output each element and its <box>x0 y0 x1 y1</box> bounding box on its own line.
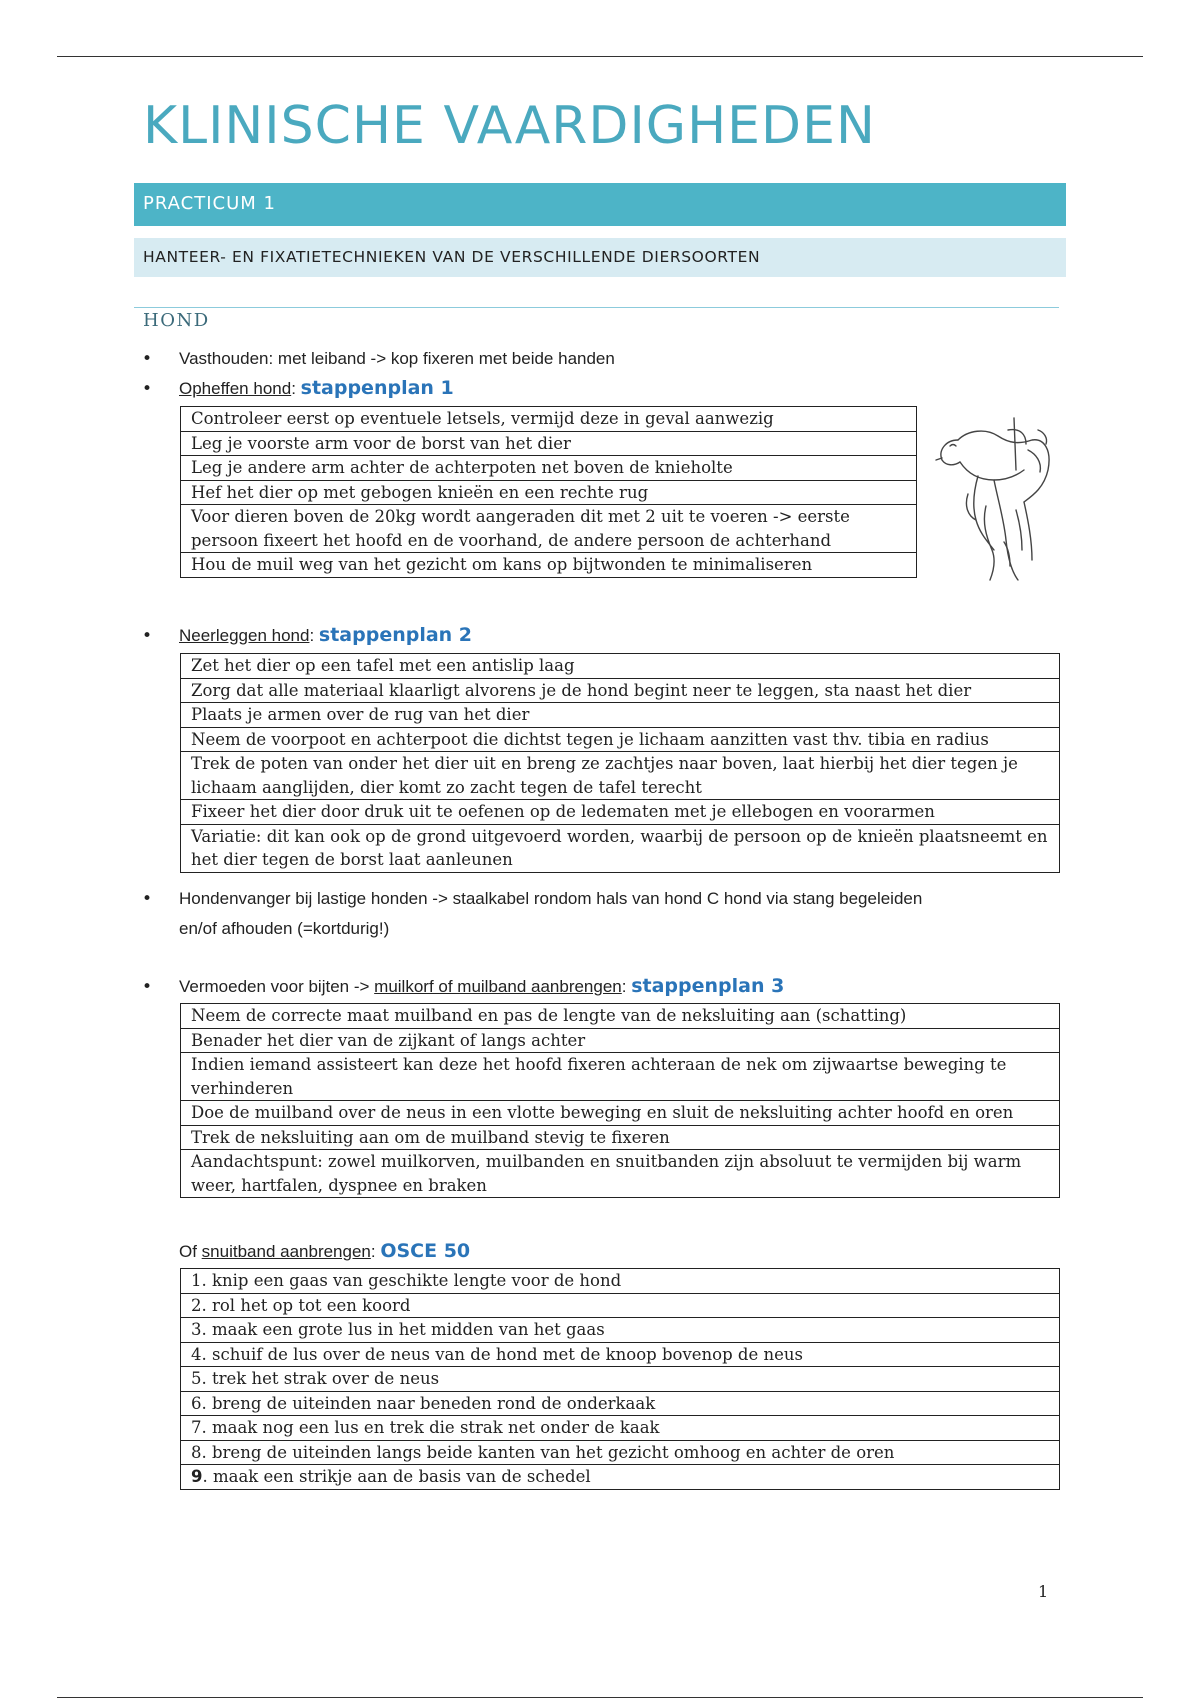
table-cell: Hou de muil weg van het gezicht om kans op bijtwonden te minimaliseren <box>181 553 917 578</box>
bullet-marker: • <box>142 889 153 909</box>
table-cell: 2. rol het op tot een koord <box>181 1293 1060 1318</box>
table-row <box>181 727 1060 752</box>
table-stappenplan-3 <box>180 1003 1060 1198</box>
vermoeden-step: stappenplan 3 <box>631 975 785 997</box>
table-stappenplan-2 <box>180 653 1060 873</box>
table-cell: Benader het dier van de zijkant of langs achter <box>181 1028 1060 1053</box>
table-cell <box>181 1465 1060 1490</box>
bullet-marker: • <box>142 977 153 997</box>
item-vermoeden: Vermoeden voor bijten -> muilkorf of muilband aanbrengen: stappenplan 3 <box>179 975 785 997</box>
table-cell: Aandachtspunt: zowel muilkorven, muilbanden en snuitbanden zijn absoluut te vermijden bij warm weer, hartfalen, dyspnee en braken <box>181 1150 1060 1198</box>
table-cell: 1. knip een gaas van geschikte lengte voor de hond <box>181 1269 1060 1294</box>
table-cell: 7. maak nog een lus en trek die strak net onder de kaak <box>181 1416 1060 1441</box>
table-cell: Fixeer het dier door druk uit te oefenen op de ledematen met je ellebogen en voorarmen <box>181 800 1060 825</box>
item-neerleggen: Neerleggen hond: stappenplan 2 <box>179 624 473 646</box>
of-prefix: Of <box>179 1242 202 1261</box>
table-row <box>181 553 917 578</box>
table-osce-50 <box>180 1268 1060 1490</box>
table-cell: Voor dieren boven de 20kg wordt aangeraden dit met 2 uit te voeren -> eerste persoon fixeert het hoofd en de voorhand, de andere persoon de achterhand <box>181 505 917 553</box>
dog-lifting-illustration <box>928 410 1068 585</box>
section-heading-hond: HOND <box>143 310 210 331</box>
item-vasthouden: Vasthouden: met leiband -> kop fixeren met beide handen <box>179 349 615 368</box>
table-cell: Zorg dat alle materiaal klaarligt alvorens je de hond begint neer te leggen, sta naast het dier <box>181 678 1060 703</box>
step-nine-text: . maak een strikje aan de basis van de schedel <box>202 1467 591 1486</box>
table-row <box>181 703 1060 728</box>
table-row <box>181 505 917 553</box>
table-row <box>181 480 917 505</box>
table-row <box>181 1028 1060 1053</box>
section-divider <box>134 307 1059 308</box>
neerleggen-label: Neerleggen hond <box>179 626 310 645</box>
table-row <box>181 1465 1060 1490</box>
table-stappenplan-1 <box>180 406 917 578</box>
bullet-marker: • <box>142 349 153 369</box>
subtitle-heading: HANTEER- EN FIXATIETECHNIEKEN VAN DE VERSCHILLENDE DIERSOORTEN <box>143 248 761 266</box>
table-cell: Zet het dier op een tafel met een antislip laag <box>181 654 1060 679</box>
table-row <box>181 1004 1060 1029</box>
table-cell: 3. maak een grote lus in het midden van het gaas <box>181 1318 1060 1343</box>
table-row <box>181 800 1060 825</box>
table-row <box>181 1269 1060 1294</box>
table-cell: Neem de correcte maat muilband en pas de lengte van de neksluiting aan (schatting) <box>181 1004 1060 1029</box>
vermoeden-link: muilkorf of muilband aanbrengen <box>374 977 622 996</box>
table-cell: Controleer eerst op eventuele letsels, vermijd deze in geval aanwezig <box>181 407 917 432</box>
table-cell: Indien iemand assisteert kan deze het hoofd fixeren achteraan de nek om zijwaartse beweging te verhinderen <box>181 1053 1060 1101</box>
table-cell: Doe de muilband over de neus in een vlotte beweging en sluit de neksluiting achter hoofd en oren <box>181 1101 1060 1126</box>
table-row <box>181 1150 1060 1198</box>
table-cell: Hef het dier op met gebogen knieën en een rechte rug <box>181 480 917 505</box>
table-row <box>181 1053 1060 1101</box>
table-cell: Trek de poten van onder het dier uit en breng ze zachtjes naar boven, laat hierbij het dier tegen je lichaam aanglijden, dier komt zo zacht tegen de tafel terecht <box>181 752 1060 800</box>
subtitle-bar <box>134 238 1066 277</box>
table-row <box>181 752 1060 800</box>
item-snuitband: Of snuitband aanbrengen: OSCE 50 <box>179 1240 471 1262</box>
item-hondenvanger-line1: Hondenvanger bij lastige honden -> staalkabel rondom hals van hond C hond via stang begeleiden <box>179 889 923 908</box>
table-row <box>181 1125 1060 1150</box>
bullet-marker: • <box>142 626 153 646</box>
vermoeden-prefix: Vermoeden voor bijten -> <box>179 977 375 996</box>
bottom-rule <box>57 1697 1143 1698</box>
table-row <box>181 407 917 432</box>
table-cell: Variatie: dit kan ook op de grond uitgevoerd worden, waarbij de persoon op de knieën plaatsneemt en het dier tegen de borst laat aanleunen <box>181 824 1060 872</box>
table-cell: 4. schuif de lus over de neus van de hond met de knoop bovenop de neus <box>181 1342 1060 1367</box>
item-hondenvanger-line2: en/of afhouden (=kortdurig!) <box>179 919 390 938</box>
table-row <box>181 1440 1060 1465</box>
practicum-heading-bar <box>134 183 1066 226</box>
table-row <box>181 824 1060 872</box>
table-row <box>181 1101 1060 1126</box>
table-cell: 8. breng de uiteinden langs beide kanten van het gezicht omhoog en achter de oren <box>181 1440 1060 1465</box>
table-row <box>181 1391 1060 1416</box>
page-number: 1 <box>1038 1582 1049 1601</box>
table-cell: Leg je andere arm achter de achterpoten net boven de knieholte <box>181 456 917 481</box>
table-row <box>181 1318 1060 1343</box>
table-row <box>181 654 1060 679</box>
table-cell: Neem de voorpoot en achterpoot die dichtst tegen je lichaam aanzitten vast thv. tibia en radius <box>181 727 1060 752</box>
table-cell: Leg je voorste arm voor de borst van het dier <box>181 431 917 456</box>
snuitband-link: snuitband aanbrengen <box>201 1242 371 1261</box>
table-cell: 6. breng de uiteinden naar beneden rond de onderkaak <box>181 1391 1060 1416</box>
step-number-nine: 9 <box>191 1467 203 1486</box>
table-row <box>181 678 1060 703</box>
document-title: KLINISCHE VAARDIGHEDEN <box>143 96 876 156</box>
table-row <box>181 1367 1060 1392</box>
top-rule <box>57 56 1143 57</box>
neerleggen-step: stappenplan 2 <box>318 624 473 646</box>
table-cell: Trek de neksluiting aan om de muilband stevig te fixeren <box>181 1125 1060 1150</box>
bullet-marker: • <box>142 379 153 399</box>
opheffen-label: Opheffen hond <box>179 379 292 398</box>
osce-label: OSCE 50 <box>380 1240 471 1262</box>
table-row <box>181 456 917 481</box>
opheffen-step: stappenplan 1 <box>300 377 454 399</box>
practicum-heading: PRACTICUM 1 <box>143 193 276 214</box>
table-cell: 5. trek het strak over de neus <box>181 1367 1060 1392</box>
table-cell: Plaats je armen over de rug van het dier <box>181 703 1060 728</box>
table-row <box>181 1293 1060 1318</box>
table-row <box>181 431 917 456</box>
item-opheffen: Opheffen hond: stappenplan 1 <box>179 377 454 399</box>
table-row <box>181 1416 1060 1441</box>
table-row <box>181 1342 1060 1367</box>
